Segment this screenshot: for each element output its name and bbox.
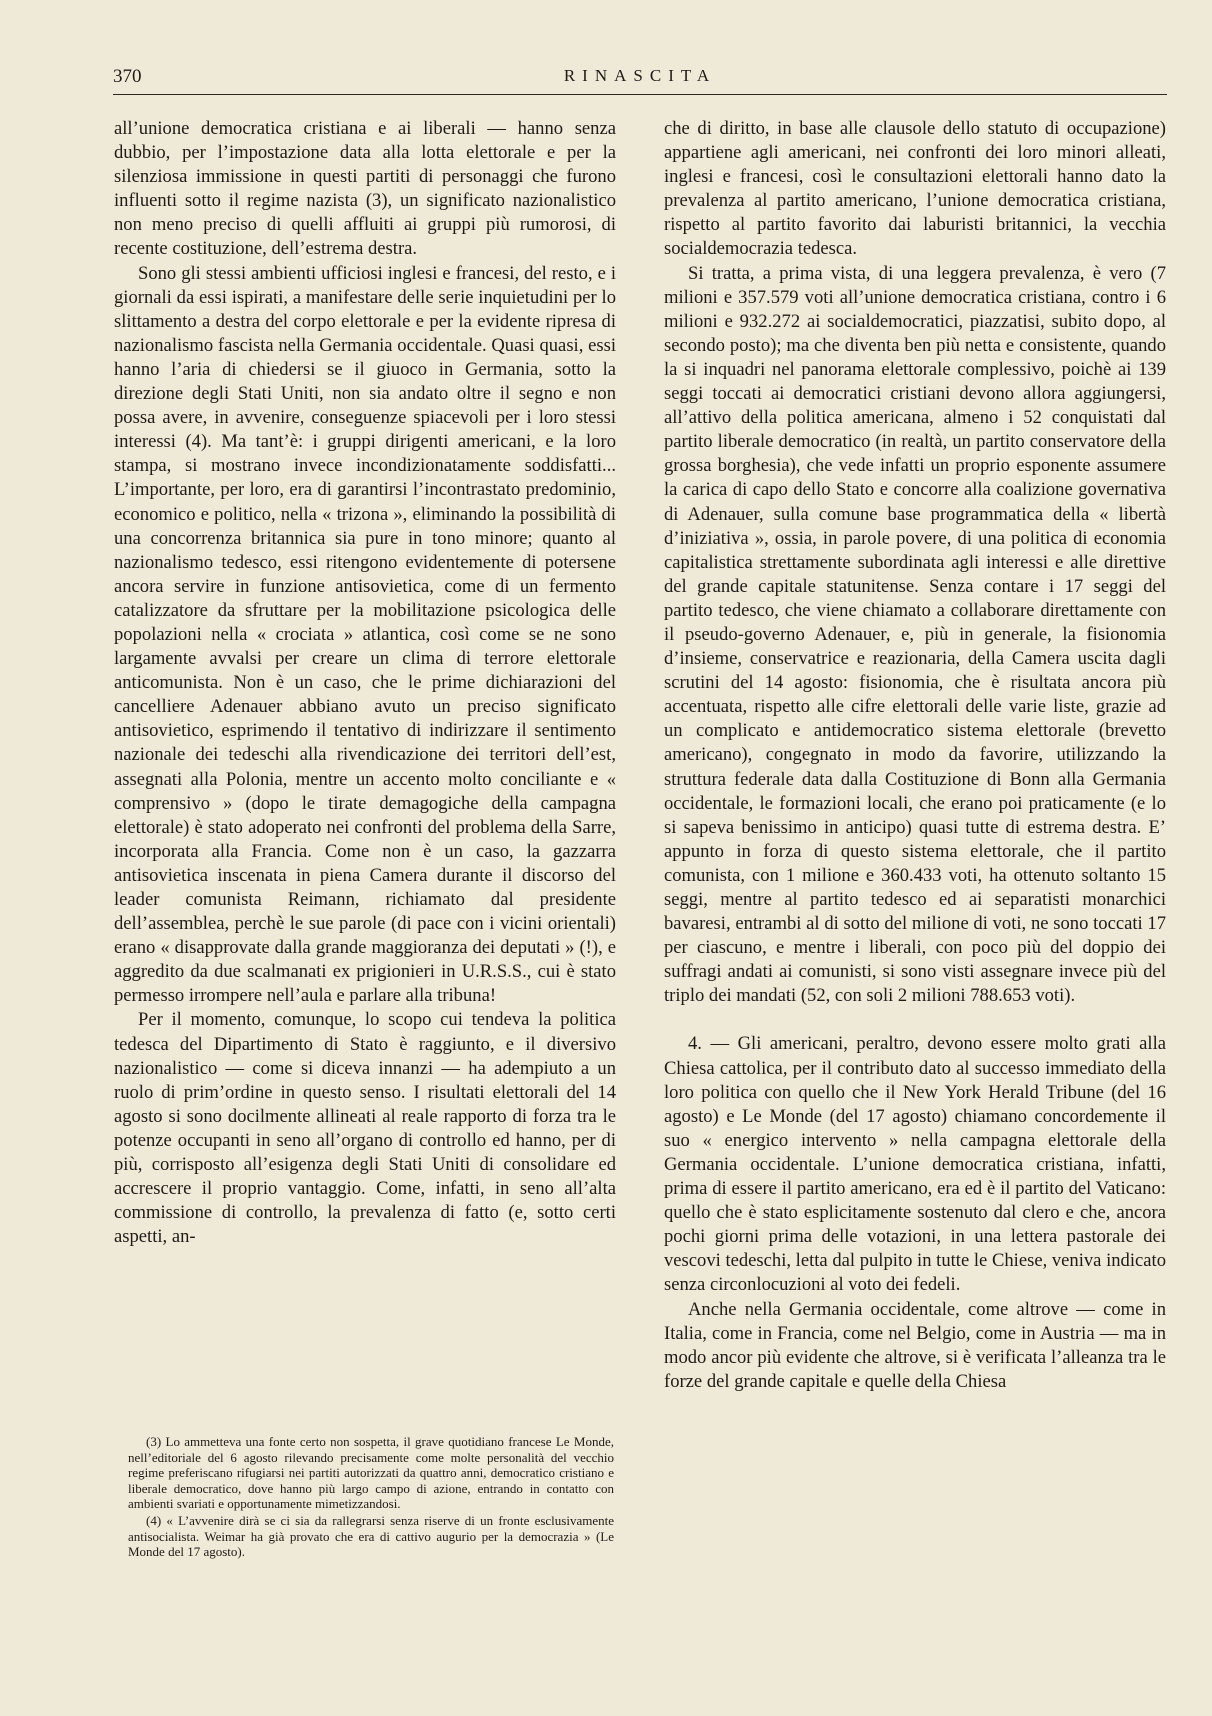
- paragraph: all’unione democratica cristiana e ai liberali — hanno senza dubbio, per l’impostazione data alla lotta elettorale e per la silenziosa immissione in questi partiti di personaggi che furono influenti sotto il regime nazista (3), un significato nazionalistico non meno preciso di quelli affluiti ai gruppi più rumorosi, di recente costituzione, dell’estrema destra.: [114, 118, 616, 260]
- paragraph: Anche nella Germania occidentale, come altrove — come in Italia, come in Francia, come nel Belgio, come in Austria — ma in modo ancor più evidente che altrove, si è verificata l’alleanza tra le forze del grande capitale e quelle della Chiesa: [664, 1298, 1166, 1392]
- paragraph: Per il momento, comunque, lo scopo cui tendeva la politica tedesca del Dipartimento di Stato è raggiunto, e il diversivo nazionalistico — come si diceva innanzi — ha adempiuto a un ruolo di prim’ordine in questo senso. I risultati elettorali del 14 agosto si sono docilmente allineati al reale rapporto di forza tra le potenze occupanti in seno all’organo di controllo ed hanno, per di più, corrisposto all’esigenza degli Stati Uniti di consolidare ed accrescere il proprio vantaggio. Come, infatti, in seno all’alta commissione di controllo, la prevalenza di fatto (e, sotto certi aspetti, an-: [114, 1009, 616, 1248]
- paragraph: Si tratta, a prima vista, di una leggera prevalenza, è vero (7 milioni e 357.579 voti all’unione democratica cristiana, contro i 6 milioni e 932.272 ai socialdemocratici, piazzatisi, subito dopo, al secondo posto); ma che diventa ben più netta e consistente, quando la si inquadri nel panorama elettorale complessivo, poichè ai 139 seggi toccati ai democratici cristiani devono allora aggiungersi, all’attivo della politica americana, almeno i 52 conquistati dal partito liberale democratico (in realtà, un partito conservatore della grossa borghesia), che vede infatti un proprio esponente assumere la carica di capo dello Stato e concorre alla coalizione governativa di Adenauer, sulla comune base programmatica della « libertà d’iniziativa », ossia, in parole povere, di una politica di economia capitalistica strettamente subordinata agli interessi e alle direttive del grande capitale statunitense. Senza contare i 17 seggi del partito tedesco, che viene chiamato a collaborare direttamente con il pseudo-governo Adenauer, e, più in generale, la fisionomia d’insieme, conservatrice e reazionaria, della Camera uscita dagli scrutini del 14 agosto: fisionomia, che è risultata ancora più accentuata, rispetto alle cifre elettorali delle varie liste, grazie ad un complicato e antidemocratico sistema elettorale (brevetto americano), congegnato in modo da favorire, utilizzando la struttura federale data dalla Costituzione di Bonn alla Germania occidentale, le formazioni locali, che erano poi praticamente (e lo si sapeva benissimo in anticipo) quasi tutte di estrema destra. E’ appunto in forza di questo sistema elettorale, che il partito comunista, con 1 milione e 360.433 voti, ha ottenuto soltanto 15 seggi, mentre al partito tedesco ed ai separatisti monarchici bavaresi, entrambi al di sotto del milione di voti, ne sono toccati 17 per ciascuno, e mentre i liberali, con poco più del doppio dei suffragi andati ai comunisti, si sono visti assegnare invece più del triplo dei mandati (52, con soli 2 milioni 788.653 voti).: [664, 262, 1166, 1007]
- left-column: [114, 117, 616, 1249]
- footnote: (4) « L’avvenire dirà se ci sia da rallegrarsi senza riserve di un fronte esclusivamente antisocialista. Weimar ha già provato che era di cattivo augurio per la democrazia » (Le Monde del 17 agosto).: [128, 1512, 614, 1560]
- paragraph: che di diritto, in base alle clausole dello statuto di occupazione) appartiene agli americani, nei confronti dei loro minori alleati, inglesi e francesi, così le consultazioni elettorali hanno dato la prevalenza al partito americano, l’unione democratica cristiana, rispetto al partito favorito dai laburisti britannici, la vecchia socialdemocrazia tedesca.: [664, 118, 1166, 260]
- page-number: 370: [113, 66, 142, 87]
- footnote: (3) Lo ammetteva una fonte certo non sospetta, il grave quotidiano francese Le Monde, nell’editoriale del 6 agosto rilevando precisamente come molte personalità del vecchio regime preferiscano rifugiarsi nei partiti autorizzati da quattro anni, democratico cristiano e liberale democratico, dove hanno più largo campo di azione, entrando in contatto con ambienti svariati e opportunamente mimetizzandosi.: [128, 1434, 614, 1512]
- section-paragraph: 4. — Gli americani, peraltro, devono essere molto grati alla Chiesa cattolica, per il contributo dato al successo immediato della loro politica con quello che il New York Herald Tribune (del 16 agosto) e Le Monde (del 17 agosto) chiamano concordemente il suo « energico intervento » nella campagna elettorale della Germania occidentale. L’unione democratica cristiana, infatti, prima di essere il partito americano, era ed è il partito del Vaticano: quello che è stato esplicitamente sostenuto dal clero e che, ancora pochi giorni prima delle votazioni, in una lettera pastorale dei vescovi tedeschi, letta dal pulpito in tutte le Chiese, veniva indicato senza circonlocuzioni al voto dei fedeli.: [664, 1033, 1166, 1296]
- page-header: [113, 64, 1167, 95]
- footnotes: [128, 1434, 614, 1561]
- journal-title: RINASCITA: [563, 66, 717, 85]
- paragraph: Sono gli stessi ambienti ufficiosi inglesi e francesi, del resto, e i giornali da essi ispirati, a manifestare delle serie inquietudini per lo slittamento a destra del corpo elettorale e per la evidente ripresa di nazionalismo fascista nella Germania occidentale. Quasi quasi, essi hanno l’aria di chiedersi se il giuoco in Germania, sotto la direzione degli Stati Uniti, non sia andato oltre il segno e non possa avere, in avvenire, conseguenze spiacevoli per i loro stessi interessi (4). Ma tant’è: i gruppi dirigenti americani, e la loro stampa, si mostrano invece incondizionatamente soddisfatti... L’importante, per loro, era di garantirsi l’incontrastato predominio, economico e politico, nella « trizona », eliminando la possibilità di una concorrenza britannica sia pure in tono minore; quanto al nazionalismo tedesco, essi ritengono evidentemente di potersene ancora servire in funzione antisovietica, come di un fermento catalizzatore da sfruttare per la mobilitazione psicologica delle popolazioni nella « crociata » atlantica, così come se ne sono largamente avvalsi per creare un clima di terrore elettorale anticomunista. Non è un caso, che le prime dichiarazioni del cancelliere Adenauer abbiano avuto un preciso significato antisovietico, esprimendo il tentativo di indirizzare il sentimento nazionale dei tedeschi alla rivendicazione dei territori dell’est, assegnati alla Polonia, mentre un accento molto conciliante e « comprensivo » (dopo le tirate demagogiche della campagna elettorale) è stato adoperato nei confronti del problema della Sarre, incorporata alla Francia. Come non è un caso, la gazzarra antisovietica inscenata in piena Camera durante il discorso del leader comunista Reimann, richiamato dal presidente dell’assemblea, perchè le sue parole (di pace con i vicini orientali) erano « disapprovate dalla grande maggioranza dei deputati » (!), e aggredito da due scalmanati ex prigionieri in U.R.S.S., cui è stato permesso irrompere nell’aula e parlare alla tribuna!: [114, 262, 616, 1007]
- right-column: [664, 117, 1166, 1394]
